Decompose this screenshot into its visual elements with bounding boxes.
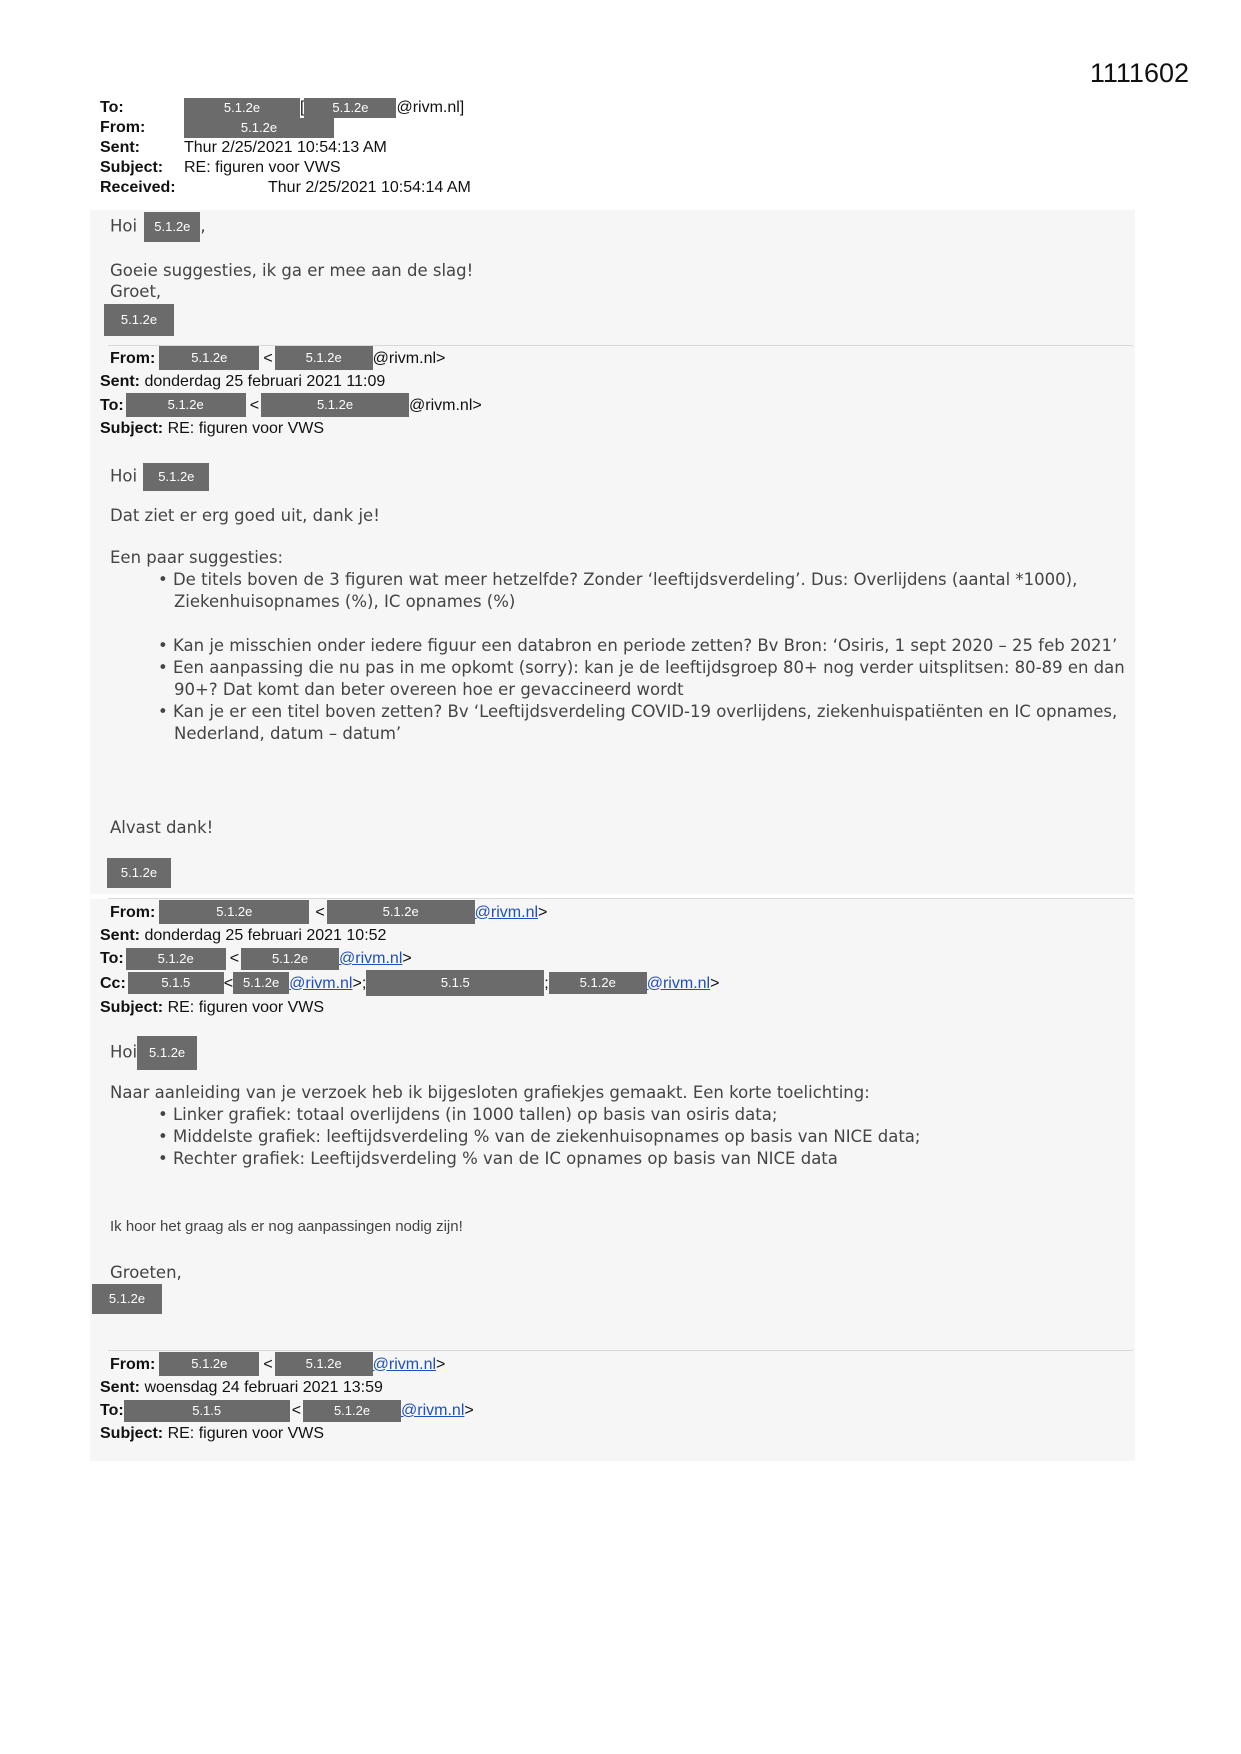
gt: > [464,1402,474,1419]
subject-value: RE: figuren voor VWS [167,420,325,437]
lt: < [249,396,260,414]
list-item: • Linker grafiek: totaal overlijdens (in 1000 tallen) op basis van osiris data; [158,1105,778,1124]
redaction-box: 5.1.2e [304,98,396,118]
message-3-header [100,900,719,1019]
message-4-header [100,1352,474,1445]
redaction-box: 5.1.2e [159,900,309,924]
to-label: To: [100,1402,124,1419]
gt: > [402,950,412,967]
redaction-box: 5.1.2e [159,1352,259,1376]
email-link[interactable]: @rivm.nl [372,1355,437,1373]
message-2-intro: Een paar suggesties: [110,548,284,567]
redaction-box: 5.1.2e [126,948,226,970]
redaction-box: 5.1.2e [303,1400,401,1422]
message-3-intro: Naar aanleiding van je verzoek heb ik bijgesloten grafiekjes gemaakt. Een korte toelichting: [110,1083,870,1102]
redaction-box: 5.1.2e [275,346,373,370]
lt: < [263,1355,273,1373]
received-label: Received: [100,179,176,196]
redaction-box: 5.1.2e [104,304,174,336]
redaction-box: 5.1.2e [327,900,475,924]
lt: < [263,349,273,367]
greeting-text: Hoi [110,1042,138,1062]
lt: < [223,974,234,992]
sent-value: Thur 2/25/2021 10:54:13 AM [184,139,387,156]
redaction-box: 5.1.5 [128,972,224,994]
message-3-greeting [110,1036,197,1070]
message-2-header [100,346,482,440]
sent-label: Sent: [100,927,140,944]
subject-label: Subject: [100,999,164,1016]
to-label: To: [100,950,124,967]
bracket: [ [300,99,305,116]
gt-semicolon: >; [352,974,367,992]
comma: , [200,216,206,236]
redaction-box: 5.1.2e [275,1352,373,1376]
received-value: Thur 2/25/2021 10:54:14 AM [268,179,471,196]
subject-value: RE: figuren voor VWS [184,159,341,176]
from-label: From: [110,903,156,921]
redaction-box: 5.1.2e [233,972,289,994]
greeting-text: Hoi [110,216,138,236]
redaction-box: 5.1.5 [366,970,544,996]
redaction-box: 5.1.2e [126,393,246,417]
list-item: • Kan je er een titel boven zetten? Bv ‘Leeftijdsverdeling COVID-19 overlijdens, ziekenhuispatiënten en IC opnames, Nederland, datum – datum’ [158,702,1118,743]
redaction-box: 5.1.2e [92,1284,162,1314]
message-1-closing: Groet, [110,282,162,301]
from-label: From: [110,349,156,367]
message-3-line: Ik hoor het graag als er nog aanpassingen nodig zijn! [110,1218,463,1235]
gt: > [710,974,720,992]
gt: > [436,1355,446,1373]
outer-email-header [100,98,471,198]
subject-label: Subject: [100,420,164,437]
message-2-line: Dat ziet er erg goed uit, dank je! [110,506,380,525]
redaction-box: 5.1.2e [184,98,300,118]
message-3-closing: Groeten, [110,1263,182,1282]
email-suffix: @rivm.nl> [409,396,482,414]
redaction-box: 5.1.2e [549,972,647,994]
subject-value: RE: figuren voor VWS [167,1425,325,1442]
semicolon: ; [544,974,549,992]
subject-label: Subject: [100,1425,164,1442]
list-item: • Kan je misschien onder iedere figuur een databron en periode zetten? Bv Bron: ‘Osiris, 1 sept 2020 – 25 feb 2021’ [158,636,1118,655]
email-suffix: @rivm.nl> [372,349,446,367]
to-label: To: [100,396,124,414]
sent-label: Sent: [100,139,140,156]
document-id: 1111602 [1089,58,1189,88]
sent-value: donderdag 25 februari 2021 10:52 [144,927,387,944]
gt: > [538,903,548,921]
redaction-box: 5.1.2e [261,393,409,417]
message-1-body: Goeie suggesties, ik ga er mee aan de slag! [110,261,474,280]
list-item: • Middelste grafiek: leeftijdsverdeling % van de ziekenhuisopnames op basis van NICE data; [158,1127,921,1146]
list-item: • Rechter grafiek: Leeftijdsverdeling % van de IC opnames op basis van NICE data [158,1149,838,1168]
message-3-explanation [146,1104,1136,1170]
redaction-box: 5.1.2e [137,1036,197,1070]
message-2-greeting [110,463,209,491]
email-link[interactable]: @rivm.nl [474,903,539,921]
message-1-greeting [110,212,206,242]
redaction-box: 5.1.2e [144,212,200,242]
to-email-suffix: @rivm.nl] [396,99,465,116]
redaction-box: 5.1.2e [143,463,209,491]
message-2-closing: Alvast dank! [110,818,214,837]
sent-value: donderdag 25 februari 2021 11:09 [144,373,386,390]
subject-label: Subject: [100,159,164,176]
sent-label: Sent: [100,373,140,390]
list-item: • Een aanpassing die nu pas in me opkomt (sorry): kan je de leeftijdsgroep 80+ nog verder uitsplitsen: 80-89 en dan 90+? Dat komt dan beter overeen hoe er gevaccineerd wordt [158,658,1125,699]
list-item: • De titels boven de 3 figuren wat meer hetzelfde? Zonder ‘leeftijdsverdeling’. Dus: Overlijdens (aantal *1000), Ziekenhuisopnames (%), IC opnames (%) [158,570,1078,611]
redaction-box: 5.1.2e [184,118,334,138]
from-label: From: [110,1355,156,1373]
from-label: From: [100,119,146,136]
email-link[interactable]: @rivm.nl [646,974,711,992]
email-link[interactable]: @rivm.nl [401,1402,465,1419]
greeting-text: Hoi [110,466,138,486]
redaction-box: 5.1.2e [159,346,259,370]
email-link[interactable]: @rivm.nl [339,950,403,967]
redaction-box: 5.1.2e [107,858,171,888]
redaction-box: 5.1.2e [241,948,339,970]
lt: < [229,950,240,967]
cc-label: Cc: [100,974,126,992]
message-2-suggestions [146,569,1136,745]
subject-value: RE: figuren voor VWS [167,999,325,1016]
redaction-box: 5.1.5 [124,1400,290,1422]
lt: < [291,1402,302,1419]
sent-label: Sent: [100,1379,140,1396]
lt: < [315,903,325,921]
sent-value: woensdag 24 februari 2021 13:59 [144,1379,383,1396]
email-link[interactable]: @rivm.nl [289,974,353,992]
to-label: To: [100,99,124,116]
